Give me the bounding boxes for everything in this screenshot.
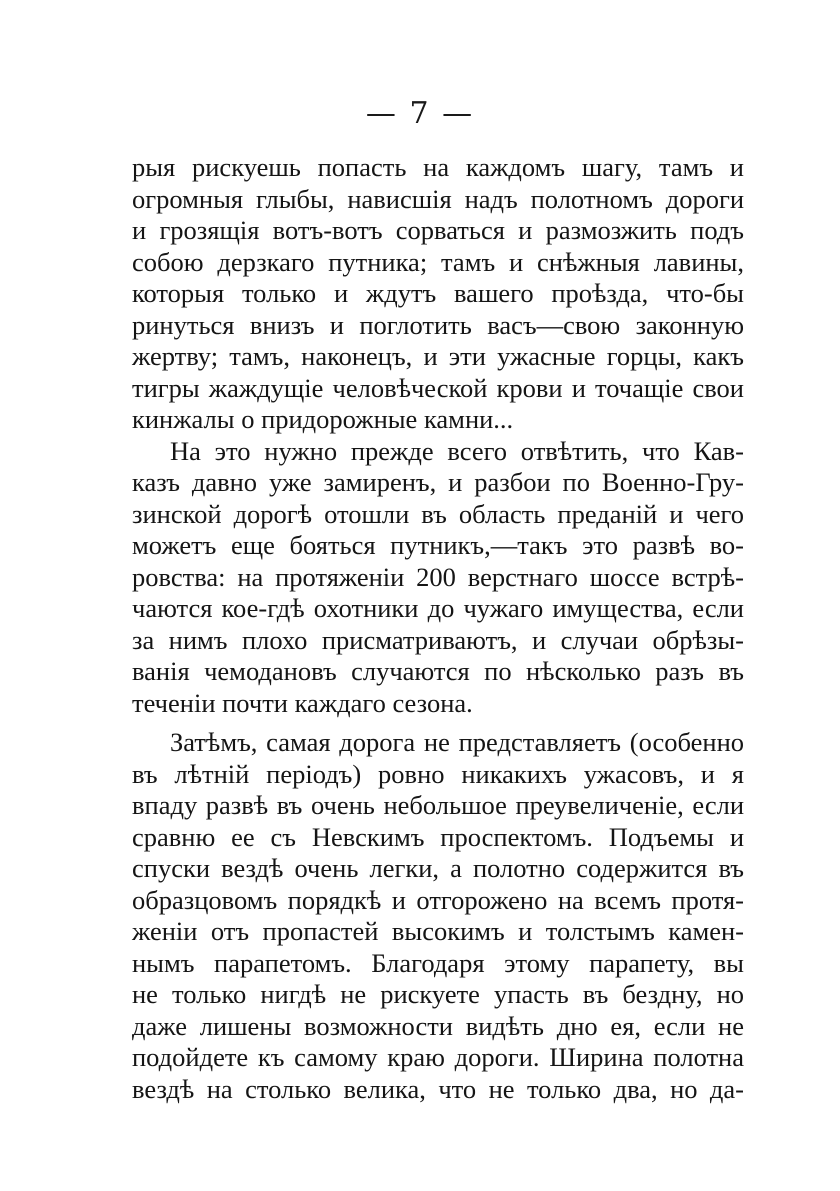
text-line: зинской дорогѣ отошли въ область преданій и чего (132, 498, 744, 529)
text-line: за нимъ плохо присматриваютъ, и случаи обрѣзы- (132, 624, 744, 655)
text-line: въ лѣтній періодъ) ровно никакихъ ужасовъ, и я (132, 758, 744, 789)
text-line: жертву; тамъ, наконецъ, и эти ужасные горцы, какъ (132, 341, 744, 371)
page-number: — 7 — (365, 96, 475, 131)
text-line: женіи отъ пропастей высокимъ и толстымъ камен- (132, 916, 744, 946)
text-line: собою дерзкаго путника; тамъ и снѣжныя лавины, (132, 246, 744, 277)
text-line: нымъ парапетомъ. Благодаря этому парапету, вы (132, 947, 744, 978)
text-line: рыя рискуешь попасть на каждомъ шагу, тамъ и (132, 152, 744, 182)
paragraph-gap (132, 719, 744, 727)
text-line: На это нужно прежде всего отвѣтить, что Кав- (170, 435, 744, 466)
paragraph-2 (132, 436, 744, 720)
text-line: казъ давно уже замиренъ, и разбои по Военно-Гру- (132, 467, 744, 497)
text-line: которыя только и ждутъ вашего проѣзда, что-бы (132, 278, 744, 308)
text-line: тигры жаждущіе человѣческой крови и точащіе свои (132, 372, 744, 403)
text-line: сравню ее съ Невскимъ проспектомъ. Подъемы и (132, 821, 744, 852)
text-line: ванія чемодановъ случаются по нѣсколько разъ въ (132, 656, 744, 686)
paragraph-3 (132, 727, 744, 1105)
text-line: ринуться внизъ и поглотить васъ—свою законную (132, 309, 744, 340)
text-line: Затѣмъ, самая дорога не представляетъ (особенно (170, 727, 744, 757)
text-line: не только нигдѣ не рискуете упасть въ бездну, но (132, 979, 744, 1009)
text-line: можетъ еще бояться путникъ,—такъ это развѣ во- (132, 530, 744, 560)
text-line: теченіи почти каждаго сезона. (132, 687, 473, 718)
text-line: впаду развѣ въ очень небольшое преувеличеніе, если (132, 790, 744, 820)
text-line: кинжалы о придорожные камни... (132, 404, 514, 434)
text-line: и грозящія вотъ-вотъ сорваться и размозжить подъ (132, 215, 744, 245)
text-line: ровства: на протяженіи 200 верстнаго шоссе встрѣ- (132, 561, 744, 592)
text-line: даже лишены возможности видѣть дно ея, если не (132, 1010, 744, 1041)
text-line: образцовомъ порядкѣ и отгорожено на всемъ протя- (132, 884, 744, 915)
text-line: спуски вездѣ очень легки, а полотно содержится въ (132, 853, 744, 883)
text-line: чаются кое-гдѣ охотники до чужаго имущества, если (132, 593, 744, 623)
text-line: огромныя глыбы, нависшія надъ полотномъ дороги (132, 183, 744, 214)
paragraph-1 (132, 152, 744, 436)
body-text (132, 152, 744, 1105)
text-line: подойдете къ самому краю дороги. Ширина полотна (132, 1042, 744, 1072)
text-line: вездѣ на столько велика, что не только два, но да- (132, 1073, 744, 1104)
